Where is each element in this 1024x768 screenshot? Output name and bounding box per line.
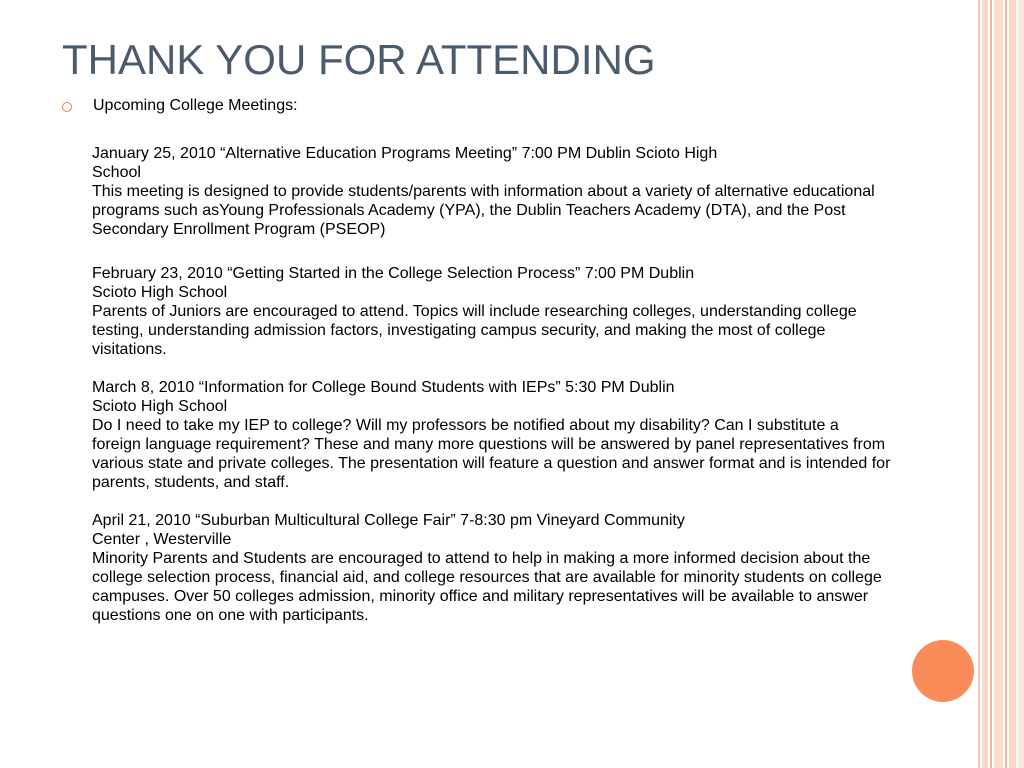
meeting-item bbox=[92, 511, 892, 625]
meeting-heading-line: January 25, 2010 “Alternative Education Programs Meeting” 7:00 PM Dublin Scioto High bbox=[92, 145, 718, 162]
meeting-heading-line: April 21, 2010 “Suburban Multicultural College Fair” 7-8:30 pm Vineyard Community bbox=[92, 512, 685, 529]
meeting-heading bbox=[92, 511, 892, 549]
meeting-description: Minority Parents and Students are encouraged to attend to help in making a more informed decision about the college selection process, financial aid, and college resources that are available for minority students on college campuses. Over 50 colleges admission, minority office and military representatives will be available to answer questions one on one with participants. bbox=[92, 550, 882, 624]
meetings-list bbox=[92, 144, 892, 625]
meeting-item bbox=[92, 378, 892, 492]
decorative-stripe bbox=[1005, 0, 1007, 768]
meeting-heading-line: School bbox=[92, 164, 141, 181]
meeting-heading bbox=[92, 144, 892, 182]
meeting-description: Parents of Juniors are encouraged to attend. Topics will include researching colleges, understanding college testing, understanding admission factors, investigating campus security, and making the most of college visitations. bbox=[92, 303, 857, 358]
meeting-item bbox=[92, 264, 892, 359]
bullet-text: Upcoming College Meetings: bbox=[93, 97, 298, 114]
decorative-stripe bbox=[982, 0, 988, 768]
meeting-item bbox=[92, 144, 892, 239]
meeting-heading-line: Scioto High School bbox=[92, 284, 228, 301]
meeting-heading bbox=[92, 378, 892, 416]
decorative-stripe bbox=[978, 0, 980, 768]
decorative-circle bbox=[912, 640, 974, 702]
meeting-heading-line: Scioto High School bbox=[92, 398, 228, 415]
meeting-heading-line: March 8, 2010 “Information for College Bound Students with IEPs” 5:30 PM Dublin bbox=[92, 379, 675, 396]
meeting-description: Do I need to take my IEP to college? Will my professors be notified about my disability? Can I substitute a foreign language requirement? These and many more questions will be answered by panel representatives from various state and private colleges. The presentation will feature a question and answer format and is intended for parents, students, and staff. bbox=[92, 417, 891, 491]
decorative-stripe bbox=[1018, 0, 1024, 768]
decorative-stripe bbox=[990, 0, 992, 768]
slide-title: THANK YOU FOR ATTENDING bbox=[62, 36, 656, 83]
circle-bullet-icon bbox=[62, 102, 72, 112]
meeting-description: This meeting is designed to provide students/parents with information about a variety of alternative educational programs such asYoung Professionals Academy (YPA), the Dublin Teachers Academy (DTA), and the Post Secondary Enrollment Program (PSEOP) bbox=[92, 183, 875, 238]
meeting-heading-line: Center , Westerville bbox=[92, 531, 232, 548]
decorative-stripe bbox=[994, 0, 1003, 768]
meeting-heading-line: February 23, 2010 “Getting Started in the College Selection Process” 7:00 PM Dublin bbox=[92, 265, 695, 282]
meeting-heading bbox=[92, 264, 892, 302]
decorative-stripe bbox=[1009, 0, 1016, 768]
